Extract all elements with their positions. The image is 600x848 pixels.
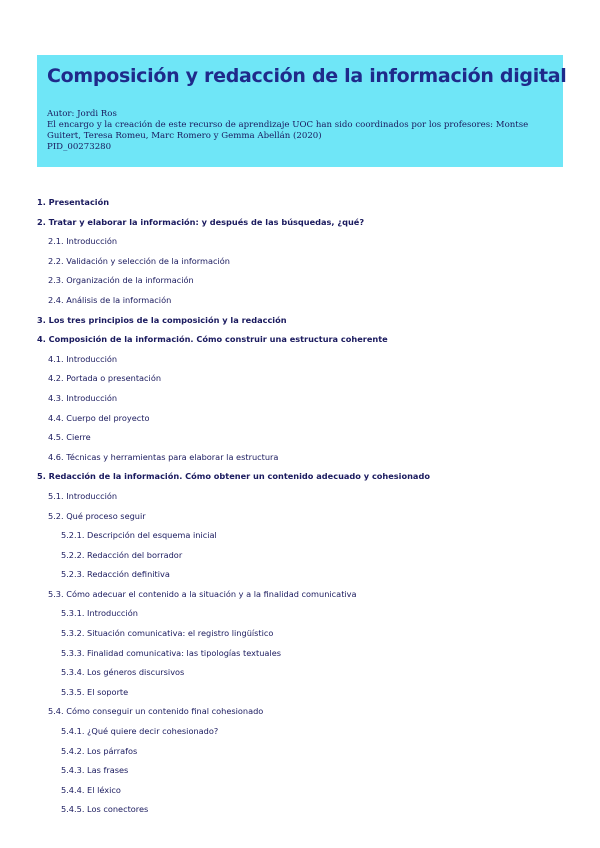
table-of-contents: [37, 196, 577, 823]
toc-entry-level-2[interactable]: 4.1. Introducción: [48, 353, 118, 364]
toc-entry-level-1[interactable]: 2. Tratar y elaborar la información: y después de las búsquedas, ¿qué?: [37, 216, 365, 227]
toc-entry-level-2[interactable]: 5.4. Cómo conseguir un contenido final cohesionado: [48, 706, 264, 717]
author-line: Autor: Jordi Ros: [47, 109, 117, 119]
toc-entry-level-2[interactable]: 4.2. Portada o presentación: [48, 373, 162, 384]
toc-entry-level-2[interactable]: 5.3. Cómo adecuar el contenido a la situación y a la finalidad comunicativa: [48, 588, 357, 599]
document-title: Composición y redacción de la información digital: [47, 65, 567, 87]
toc-entry-level-3[interactable]: 5.4.2. Los párrafos: [61, 745, 138, 756]
toc-entry-level-2[interactable]: 2.1. Introducción: [48, 236, 118, 247]
toc-entry-level-2[interactable]: 5.1. Introducción: [48, 490, 118, 501]
toc-entry-level-3[interactable]: 5.3.5. El soporte: [61, 686, 129, 697]
toc-entry-level-3[interactable]: 5.4.1. ¿Qué quiere decir cohesionado?: [61, 726, 219, 737]
toc-entry-level-3[interactable]: 5.2.3. Redacción definitiva: [61, 569, 170, 580]
credit-line: El encargo y la creación de este recurso de aprendizaje UOC han sido coordinados por los profesores: Montse Guitert, Teresa Romeu, Marc Romero y Gemma Abellán (2020): [47, 120, 529, 141]
toc-entry-level-2[interactable]: 2.4. Análisis de la información: [48, 294, 172, 305]
toc-entry-level-2[interactable]: 4.4. Cuerpo del proyecto: [48, 412, 150, 423]
toc-entry-level-3[interactable]: 5.4.4. El léxico: [61, 784, 121, 795]
toc-entry-level-2[interactable]: 2.3. Organización de la información: [48, 275, 194, 286]
toc-entry-level-2[interactable]: 2.2. Validación y selección de la información: [48, 255, 230, 266]
toc-entry-level-1[interactable]: 1. Presentación: [37, 197, 110, 207]
toc-entry-level-2[interactable]: 4.5. Cierre: [48, 432, 91, 443]
toc-entry-level-1[interactable]: 4. Composición de la información. Cómo construir una estructura coherente: [37, 334, 388, 345]
document-meta: [47, 109, 552, 153]
toc-entry-level-3[interactable]: 5.2.1. Descripción del esquema inicial: [61, 530, 217, 541]
toc-entry-level-2[interactable]: 4.6. Técnicas y herramientas para elaborar la estructura: [48, 451, 279, 462]
toc-entry-level-1[interactable]: 3. Los tres principios de la composición y la redacción: [37, 314, 287, 325]
toc-entry-level-3[interactable]: 5.4.5. Los conectores: [61, 804, 149, 815]
toc-entry-level-1[interactable]: 5. Redacción de la información. Cómo obtener un contenido adecuado y cohesionado: [37, 471, 430, 482]
toc-entry-level-3[interactable]: 5.3.1. Introducción: [61, 608, 138, 619]
pid-line: PID_00273280: [47, 142, 112, 152]
toc-entry-level-3[interactable]: 5.3.3. Finalidad comunicativa: las tipologías textuales: [61, 647, 281, 658]
toc-entry-level-3[interactable]: 5.3.2. Situación comunicativa: el registro lingüístico: [61, 628, 274, 639]
document-header: [37, 55, 567, 167]
toc-entry-level-3[interactable]: 5.2.2. Redacción del borrador: [61, 549, 183, 560]
toc-entry-level-2[interactable]: 4.3. Introducción: [48, 392, 118, 403]
toc-entry-level-3[interactable]: 5.4.3. Las frases: [61, 765, 129, 776]
toc-entry-level-2[interactable]: 5.2. Qué proceso seguir: [48, 510, 146, 521]
toc-entry-level-3[interactable]: 5.3.4. Los géneros discursivos: [61, 667, 185, 678]
